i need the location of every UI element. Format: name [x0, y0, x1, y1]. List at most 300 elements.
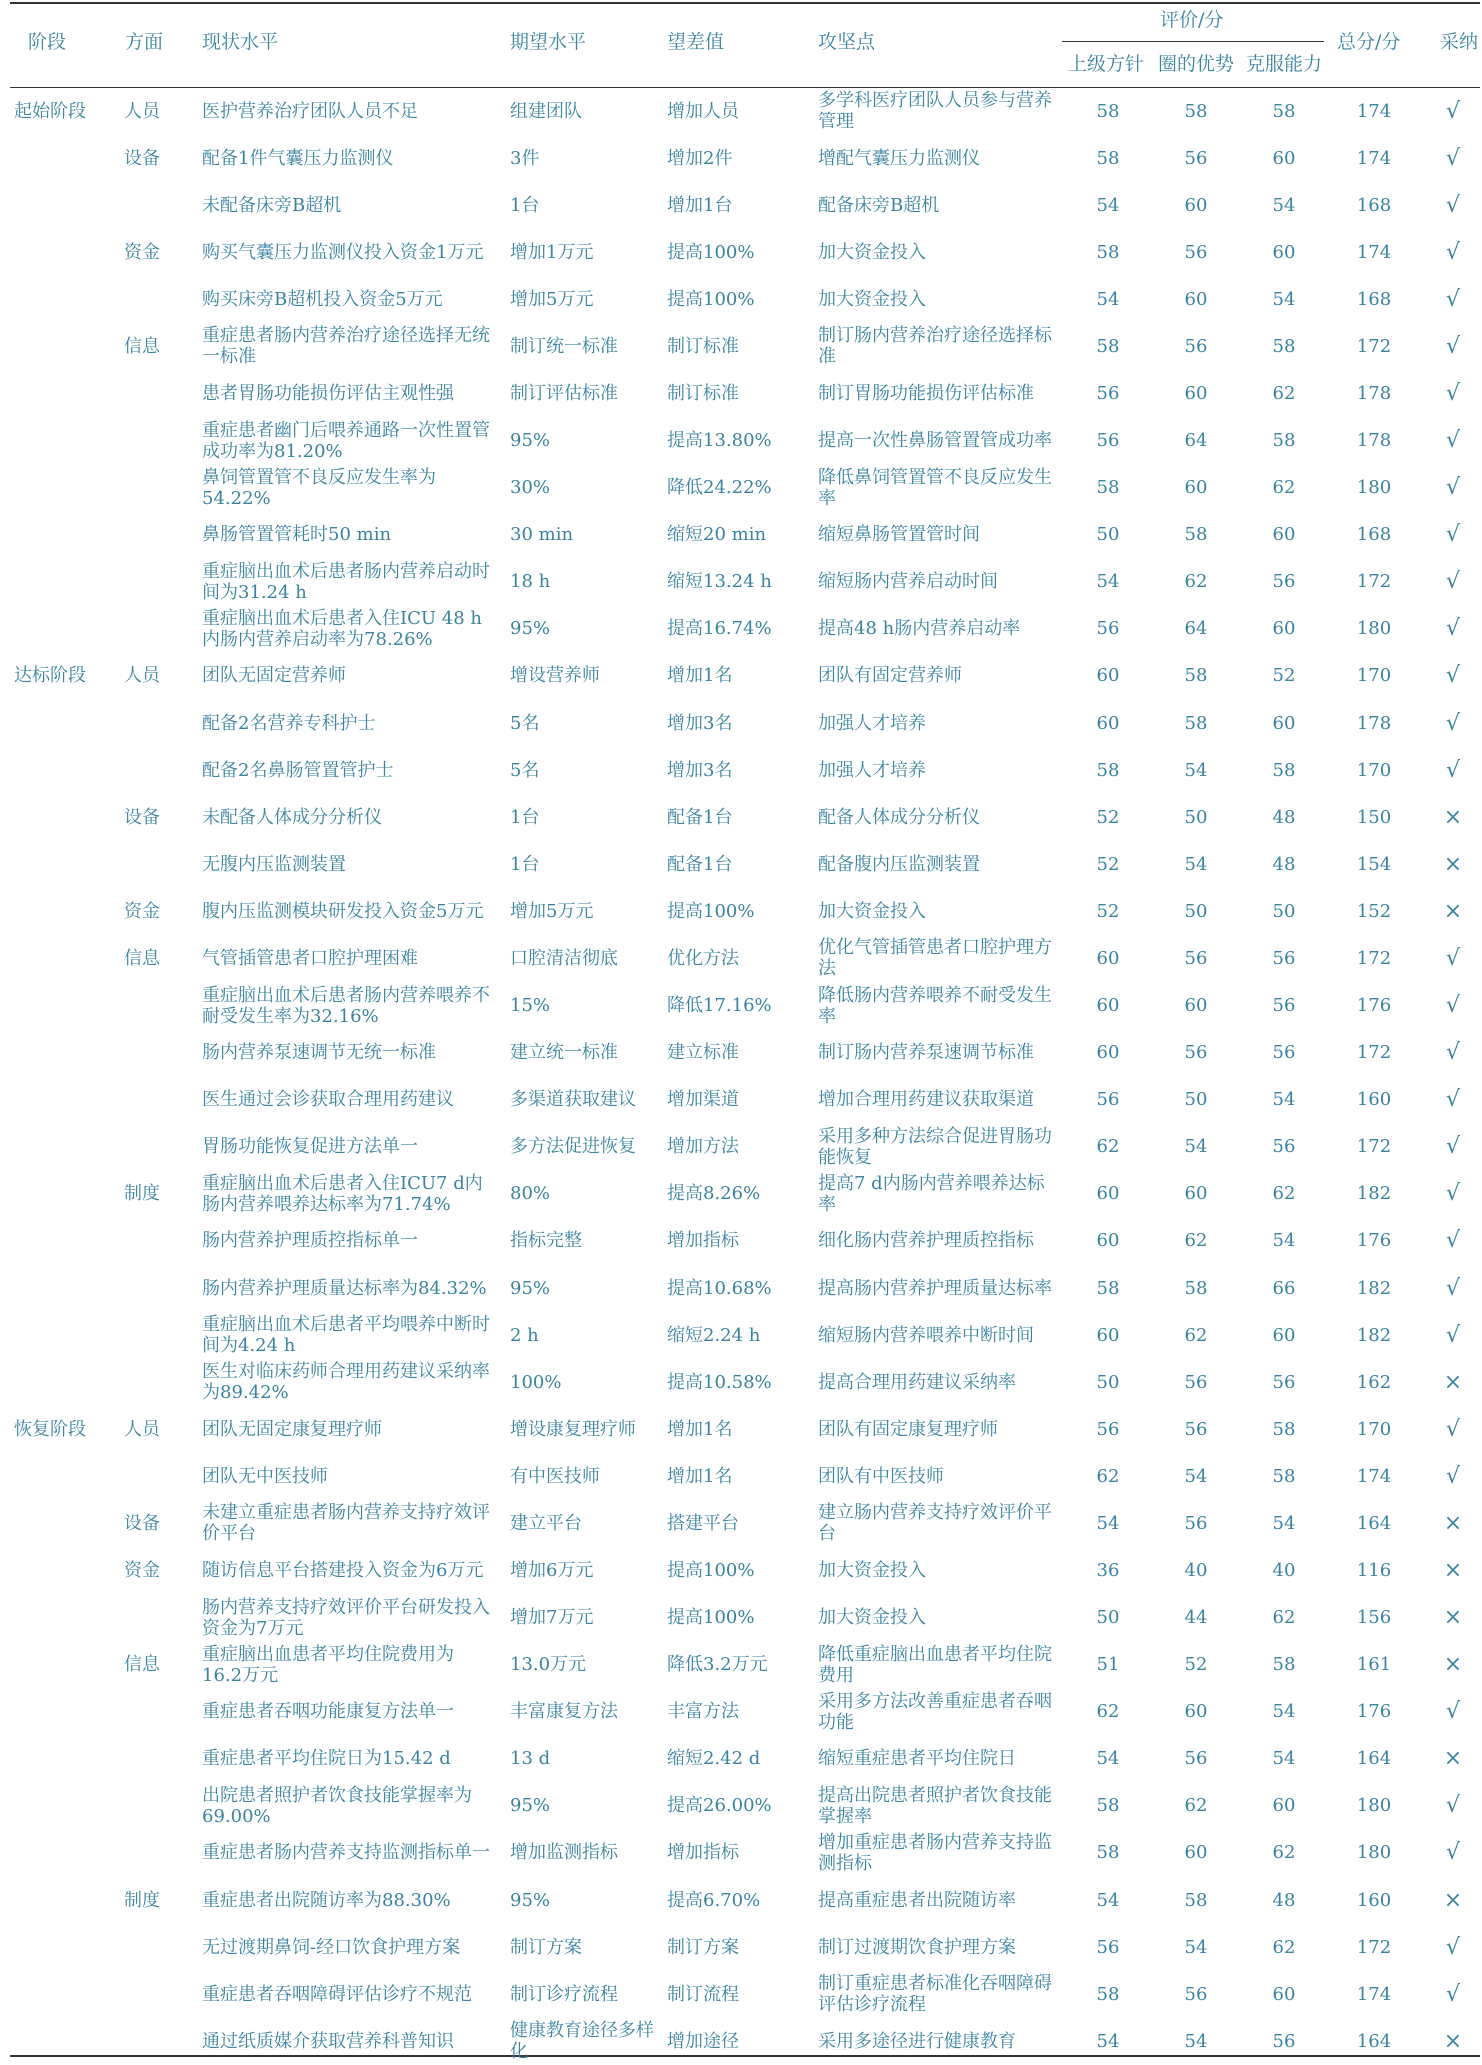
cell-adopt: ×	[1443, 1746, 1463, 1772]
cell-total: 178	[1356, 712, 1392, 734]
cell-aspect	[124, 1924, 184, 1971]
cell-adopt: ×	[1443, 1605, 1463, 1631]
header-total: 总分/分	[1337, 31, 1401, 53]
cell-s1: 52	[1096, 853, 1120, 875]
cell-s1: 54	[1096, 2030, 1120, 2052]
cell-s2: 56	[1184, 147, 1208, 169]
cell-expected: 1台	[510, 194, 540, 216]
table-row	[0, 1641, 1482, 1688]
cell-gap: 缩短2.24 h	[667, 1324, 761, 1346]
cell-key: 建立肠内营养支持疗效评价平台	[818, 1502, 1052, 1545]
cell-s1: 58	[1096, 335, 1120, 357]
cell-current: 肠内营养支持疗效评价平台研发投入资金为7万元	[202, 1596, 490, 1639]
table-row	[0, 1170, 1482, 1217]
table-row	[0, 794, 1482, 841]
table-row	[0, 511, 1482, 558]
cell-expected: 13.0万元	[510, 1654, 587, 1676]
cell-expected: 增加1万元	[510, 241, 594, 263]
cell-stage	[14, 1877, 104, 1924]
cell-adopt: √	[1445, 145, 1461, 171]
cell-s3: 54	[1272, 1089, 1296, 1111]
cell-expected: 95%	[510, 1277, 551, 1299]
cell-adopt: √	[1445, 475, 1461, 501]
table-row	[0, 1312, 1482, 1359]
cell-current: 重症患者吞咽障碍评估诊疗不规范	[202, 1983, 472, 2005]
cell-adopt: √	[1445, 428, 1461, 454]
cell-key: 缩短肠内营养喂养中断时间	[818, 1324, 1034, 1346]
cell-stage	[14, 1265, 104, 1312]
table-row	[0, 1123, 1482, 1170]
cell-expected: 组建团队	[510, 100, 582, 122]
cell-s3: 54	[1272, 1701, 1296, 1723]
cell-s3: 56	[1272, 1371, 1296, 1393]
cell-total: 182	[1356, 1324, 1392, 1346]
cell-total: 174	[1356, 241, 1392, 263]
cell-aspect: 资金	[124, 900, 160, 922]
cell-s3: 40	[1272, 1559, 1296, 1581]
cell-gap: 增加指标	[667, 1230, 739, 1252]
cell-s2: 60	[1184, 194, 1208, 216]
cell-total: 168	[1356, 524, 1392, 546]
cell-s1: 60	[1096, 995, 1120, 1017]
cell-key: 加大资金投入	[818, 900, 926, 922]
cell-key: 降低鼻饲管置管不良反应发生率	[818, 466, 1052, 509]
cell-s1: 50	[1096, 1607, 1120, 1629]
cell-key: 采用多方法改善重症患者吞咽功能	[818, 1690, 1052, 1733]
cell-current: 医护营养治疗团队人员不足	[202, 100, 418, 122]
table-row	[0, 276, 1482, 323]
cell-s1: 60	[1096, 1230, 1120, 1252]
cell-stage	[14, 323, 104, 370]
cell-total: 162	[1356, 1371, 1392, 1393]
cell-s2: 52	[1184, 1654, 1208, 1676]
cell-adopt: ×	[1443, 1510, 1463, 1536]
table-row	[0, 1500, 1482, 1547]
cell-expected: 增加监测指标	[510, 1842, 618, 1864]
cell-gap: 降低17.16%	[667, 995, 772, 1017]
table-row	[0, 1547, 1482, 1594]
cell-s1: 58	[1096, 1277, 1120, 1299]
table-row	[0, 417, 1482, 464]
cell-key: 配备腹内压监测装置	[818, 853, 980, 875]
cell-gap: 提高8.26%	[667, 1183, 761, 1205]
cell-gap: 增加3名	[667, 759, 733, 781]
cell-current: 肠内营养护理质控指标单一	[202, 1230, 418, 1252]
cell-total: 178	[1356, 382, 1392, 404]
cell-gap: 增加渠道	[667, 1089, 739, 1111]
cell-s1: 60	[1096, 1042, 1120, 1064]
cell-s3: 62	[1272, 1936, 1296, 1958]
cell-total: 180	[1356, 618, 1392, 640]
cell-aspect	[124, 1076, 184, 1123]
cell-s1: 58	[1096, 100, 1120, 122]
cell-adopt: √	[1445, 569, 1461, 595]
cell-key: 配备人体成分分析仪	[818, 806, 980, 828]
cell-expected: 30 min	[510, 524, 574, 546]
cell-expected: 95%	[510, 618, 551, 640]
header-aspect: 方面	[125, 31, 164, 53]
cell-s1: 62	[1096, 1136, 1120, 1158]
cell-key: 增加重症患者肠内营养支持监测指标	[818, 1831, 1052, 1874]
cell-aspect	[124, 1359, 184, 1406]
cell-gap: 增加途径	[667, 2030, 739, 2052]
cell-current: 腹内压监测模块研发投入资金5万元	[202, 900, 484, 922]
cell-s3: 54	[1272, 1230, 1296, 1252]
cell-current: 购买气囊压力监测仪投入资金1万元	[202, 241, 484, 263]
cell-current: 肠内营养泵速调节无统一标准	[202, 1042, 436, 1064]
table-row	[0, 982, 1482, 1029]
cell-total: 182	[1356, 1277, 1392, 1299]
cell-s2: 54	[1184, 759, 1208, 781]
cell-s2: 40	[1184, 1559, 1208, 1581]
cell-s1: 62	[1096, 1701, 1120, 1723]
cell-adopt: √	[1445, 333, 1461, 359]
cell-expected: 5名	[510, 712, 540, 734]
table-row	[0, 1829, 1482, 1876]
cell-adopt: √	[1445, 1228, 1461, 1254]
cell-s2: 58	[1184, 1889, 1208, 1911]
cell-s2: 56	[1184, 1512, 1208, 1534]
cell-aspect: 人员	[124, 100, 160, 122]
cell-s3: 58	[1272, 430, 1296, 452]
table-row	[0, 1971, 1482, 2018]
cell-total: 176	[1356, 1230, 1392, 1252]
cell-current: 医生通过会诊获取合理用药建议	[202, 1089, 454, 1111]
cell-stage	[14, 417, 104, 464]
cell-s3: 60	[1272, 241, 1296, 263]
cell-s3: 54	[1272, 1512, 1296, 1534]
cell-current: 重症患者出院随访率为88.30%	[202, 1889, 451, 1911]
cell-current: 重症患者肠内营养支持监测指标单一	[202, 1842, 490, 1864]
cell-expected: 30%	[510, 477, 551, 499]
cell-s3: 50	[1272, 900, 1296, 922]
cell-s2: 58	[1184, 524, 1208, 546]
cell-adopt: ×	[1443, 898, 1463, 924]
table-row	[0, 700, 1482, 747]
cell-s1: 60	[1096, 947, 1120, 969]
cell-key: 制订肠内营养治疗途径选择标准	[818, 325, 1052, 368]
table-row	[0, 605, 1482, 652]
header-current: 现状水平	[202, 31, 279, 53]
cell-gap: 增加人员	[667, 100, 739, 122]
cell-s3: 58	[1272, 1418, 1296, 1440]
cell-s1: 50	[1096, 524, 1120, 546]
cell-gap: 提高6.70%	[667, 1889, 761, 1911]
cell-adopt: √	[1445, 1463, 1461, 1489]
cell-total: 164	[1356, 2030, 1392, 2052]
cell-aspect	[124, 1735, 184, 1782]
table-row	[0, 935, 1482, 982]
cell-adopt: √	[1445, 1087, 1461, 1113]
cell-aspect	[124, 982, 184, 1029]
cell-adopt: √	[1445, 1181, 1461, 1207]
cell-adopt: √	[1445, 1981, 1461, 2007]
table-row	[0, 229, 1482, 276]
cell-adopt: √	[1445, 1040, 1461, 1066]
cell-expected: 18 h	[510, 571, 551, 593]
cell-adopt: √	[1445, 1416, 1461, 1442]
cell-current: 团队无固定营养师	[202, 665, 346, 687]
cell-s2: 58	[1184, 100, 1208, 122]
cell-aspect	[124, 2018, 184, 2065]
cell-aspect: 制度	[124, 1183, 160, 1205]
cell-aspect: 信息	[124, 947, 160, 969]
cell-current: 鼻饲管置管不良反应发生率为54.22%	[202, 466, 436, 509]
cell-s1: 58	[1096, 241, 1120, 263]
cell-s3: 62	[1272, 1183, 1296, 1205]
table-row	[0, 182, 1482, 229]
cell-aspect	[124, 1829, 184, 1876]
cell-adopt: √	[1445, 1134, 1461, 1160]
cell-adopt: √	[1445, 945, 1461, 971]
cell-stage	[14, 1453, 104, 1500]
cell-total: 156	[1356, 1607, 1392, 1629]
cell-s2: 62	[1184, 571, 1208, 593]
cell-key: 增加合理用药建议获取渠道	[818, 1089, 1034, 1111]
cell-current: 医生对临床药师合理用药建议采纳率为89.42%	[202, 1361, 490, 1404]
cell-stage	[14, 370, 104, 417]
cell-gap: 制订方案	[667, 1936, 739, 1958]
cell-s3: 56	[1272, 571, 1296, 593]
table-row	[0, 464, 1482, 511]
cell-key: 降低肠内营养喂养不耐受发生率	[818, 984, 1052, 1027]
cell-expected: 多方法促进恢复	[510, 1136, 636, 1158]
cell-s3: 58	[1272, 335, 1296, 357]
cell-current: 鼻肠管置管耗时50 min	[202, 524, 392, 546]
cell-gap: 增加方法	[667, 1136, 739, 1158]
cell-expected: 制订诊疗流程	[510, 1983, 618, 2005]
cell-aspect	[124, 1265, 184, 1312]
cell-s1: 56	[1096, 1418, 1120, 1440]
cell-expected: 制订统一标准	[510, 335, 618, 357]
cell-s1: 54	[1096, 1748, 1120, 1770]
cell-key: 团队有中医技师	[818, 1465, 944, 1487]
cell-s1: 56	[1096, 1089, 1120, 1111]
cell-total: 172	[1356, 571, 1392, 593]
cell-s3: 60	[1272, 618, 1296, 640]
cell-current: 重症脑出血术后患者肠内营养启动时间为31.24 h	[202, 560, 490, 603]
cell-total: 174	[1356, 147, 1392, 169]
cell-s3: 56	[1272, 1136, 1296, 1158]
cell-aspect	[124, 1312, 184, 1359]
cell-total: 160	[1356, 1889, 1392, 1911]
cell-gap: 提高10.58%	[667, 1371, 772, 1393]
cell-total: 172	[1356, 1936, 1392, 1958]
cell-stage	[14, 935, 104, 982]
cell-aspect	[124, 370, 184, 417]
cell-stage	[14, 700, 104, 747]
cell-current: 肠内营养护理质量达标率为84.32%	[202, 1277, 487, 1299]
cell-s1: 56	[1096, 618, 1120, 640]
cell-s3: 48	[1272, 1889, 1296, 1911]
cell-gap: 提高10.68%	[667, 1277, 772, 1299]
cell-s1: 56	[1096, 1936, 1120, 1958]
cell-gap: 提高100%	[667, 241, 755, 263]
cell-adopt: √	[1445, 710, 1461, 736]
cell-s3: 62	[1272, 1607, 1296, 1629]
cell-adopt: ×	[1443, 1557, 1463, 1583]
cell-stage	[14, 464, 104, 511]
cell-key: 加大资金投入	[818, 241, 926, 263]
cell-current: 无腹内压监测装置	[202, 853, 346, 875]
cell-s1: 56	[1096, 430, 1120, 452]
cell-key: 制订肠内营养泵速调节标准	[818, 1042, 1034, 1064]
cell-s1: 54	[1096, 1889, 1120, 1911]
cell-adopt: ×	[1443, 851, 1463, 877]
cell-expected: 15%	[510, 995, 551, 1017]
cell-key: 加大资金投入	[818, 1559, 926, 1581]
cell-expected: 建立统一标准	[510, 1042, 618, 1064]
cell-s2: 50	[1184, 1089, 1208, 1111]
cell-stage	[14, 182, 104, 229]
header-eval3: 克服能力	[1246, 53, 1323, 75]
cell-stage	[14, 888, 104, 935]
cell-aspect	[124, 1029, 184, 1076]
cell-s3: 62	[1272, 382, 1296, 404]
cell-s3: 54	[1272, 194, 1296, 216]
eval-group-rule	[1062, 41, 1324, 42]
cell-key: 缩短肠内营养启动时间	[818, 571, 998, 593]
cell-adopt: √	[1445, 1793, 1461, 1819]
cell-s2: 54	[1184, 1936, 1208, 1958]
cell-current: 胃肠功能恢复促进方法单一	[202, 1136, 418, 1158]
cell-adopt: √	[1445, 1934, 1461, 1960]
cell-current: 重症脑出血术后患者平均喂养中断时间为4.24 h	[202, 1314, 490, 1357]
cell-aspect: 设备	[124, 147, 160, 169]
cell-stage	[14, 1924, 104, 1971]
cell-expected: 多渠道获取建议	[510, 1089, 636, 1111]
cell-s2: 56	[1184, 1042, 1208, 1064]
cell-stage	[14, 1594, 104, 1641]
cell-adopt: √	[1445, 286, 1461, 312]
cell-total: 161	[1356, 1654, 1392, 1676]
cell-current: 重症患者幽门后喂养通路一次性置管成功率为81.20%	[202, 419, 490, 462]
cell-total: 176	[1356, 1701, 1392, 1723]
cell-expected: 1台	[510, 806, 540, 828]
cell-s3: 56	[1272, 947, 1296, 969]
cell-expected: 增设康复理疗师	[510, 1418, 636, 1440]
cell-s1: 36	[1096, 1559, 1120, 1581]
table-row	[0, 1735, 1482, 1782]
cell-stage	[14, 1123, 104, 1170]
cell-current: 重症患者吞咽功能康复方法单一	[202, 1701, 454, 1723]
cell-aspect	[124, 1971, 184, 2018]
cell-s3: 56	[1272, 995, 1296, 1017]
cell-total: 176	[1356, 995, 1392, 1017]
cell-adopt: √	[1445, 192, 1461, 218]
cell-total: 174	[1356, 100, 1392, 122]
cell-gap: 缩短13.24 h	[667, 571, 772, 593]
cell-gap: 增加指标	[667, 1842, 739, 1864]
table-row	[0, 323, 1482, 370]
cell-key: 制订胃肠功能损伤评估标准	[818, 382, 1034, 404]
cell-adopt: √	[1445, 1840, 1461, 1866]
cell-s1: 54	[1096, 1512, 1120, 1534]
cell-current: 未配备床旁B超机	[202, 194, 342, 216]
cell-key: 团队有固定康复理疗师	[818, 1418, 998, 1440]
cell-current: 重症患者平均住院日为15.42 d	[202, 1748, 451, 1770]
cell-s3: 56	[1272, 2030, 1296, 2052]
cell-s2: 64	[1184, 430, 1208, 452]
cell-adopt: √	[1445, 1322, 1461, 1348]
cell-adopt: √	[1445, 1275, 1461, 1301]
cell-s3: 48	[1272, 806, 1296, 828]
cell-key: 提高48 h肠内营养启动率	[818, 618, 1021, 640]
cell-key: 提高7 d内肠内营养喂养达标率	[818, 1172, 1045, 1215]
cell-s2: 54	[1184, 1136, 1208, 1158]
cell-stage: 起始阶段	[14, 100, 86, 122]
table-row	[0, 1359, 1482, 1406]
cell-key: 增配气囊压力监测仪	[818, 147, 980, 169]
cell-stage: 恢复阶段	[14, 1418, 86, 1440]
cell-gap: 提高16.74%	[667, 618, 772, 640]
cell-expected: 制订评估标准	[510, 382, 618, 404]
cell-s3: 48	[1272, 853, 1296, 875]
cell-adopt: √	[1445, 522, 1461, 548]
cell-stage	[14, 605, 104, 652]
cell-total: 182	[1356, 1183, 1392, 1205]
cell-aspect	[124, 464, 184, 511]
table-row	[0, 1076, 1482, 1123]
cell-s2: 54	[1184, 853, 1208, 875]
cell-adopt: √	[1445, 993, 1461, 1019]
cell-stage	[14, 1735, 104, 1782]
cell-total: 168	[1356, 288, 1392, 310]
cell-s1: 58	[1096, 477, 1120, 499]
cell-aspect	[124, 276, 184, 323]
cell-s1: 58	[1096, 759, 1120, 781]
cell-s2: 44	[1184, 1607, 1208, 1629]
cell-gap: 增加1名	[667, 665, 733, 687]
cell-adopt: √	[1445, 1699, 1461, 1725]
cell-stage	[14, 982, 104, 1029]
cell-gap: 降低3.2万元	[667, 1654, 768, 1676]
cell-gap: 增加2件	[667, 147, 733, 169]
table-row	[0, 888, 1482, 935]
cell-expected: 2 h	[510, 1324, 539, 1346]
cell-stage	[14, 1782, 104, 1829]
cell-key: 加强人才培养	[818, 759, 926, 781]
cell-current: 重症脑出血术后患者肠内营养喂养不耐受发生率为32.16%	[202, 984, 490, 1027]
cell-gap: 缩短2.42 d	[667, 1748, 761, 1770]
table-row	[0, 1782, 1482, 1829]
cell-current: 团队无固定康复理疗师	[202, 1418, 382, 1440]
cell-total: 172	[1356, 1042, 1392, 1064]
cell-s1: 56	[1096, 382, 1120, 404]
cell-gap: 建立标准	[667, 1042, 739, 1064]
cell-expected: 健康教育途径多样化	[510, 2020, 654, 2063]
cell-total: 172	[1356, 947, 1392, 969]
cell-current: 患者胃肠功能损伤评估主观性强	[202, 382, 454, 404]
cell-total: 180	[1356, 1795, 1392, 1817]
table-row	[0, 1924, 1482, 1971]
cell-total: 180	[1356, 1842, 1392, 1864]
cell-stage	[14, 841, 104, 888]
cell-s2: 62	[1184, 1230, 1208, 1252]
cell-key: 优化气管插管患者口腔护理方法	[818, 937, 1052, 980]
cell-key: 多学科医疗团队人员参与营养管理	[818, 90, 1052, 132]
cell-total: 160	[1356, 1089, 1392, 1111]
cell-key: 细化肠内营养护理质控指标	[818, 1230, 1034, 1252]
cell-expected: 95%	[510, 1795, 551, 1817]
cell-stage	[14, 1029, 104, 1076]
header-gap: 望差值	[667, 31, 725, 53]
cell-stage	[14, 747, 104, 794]
cell-aspect	[124, 511, 184, 558]
cell-expected: 建立平台	[510, 1512, 582, 1534]
cell-aspect	[124, 605, 184, 652]
cell-key: 采用多途径进行健康教育	[818, 2030, 1016, 2052]
